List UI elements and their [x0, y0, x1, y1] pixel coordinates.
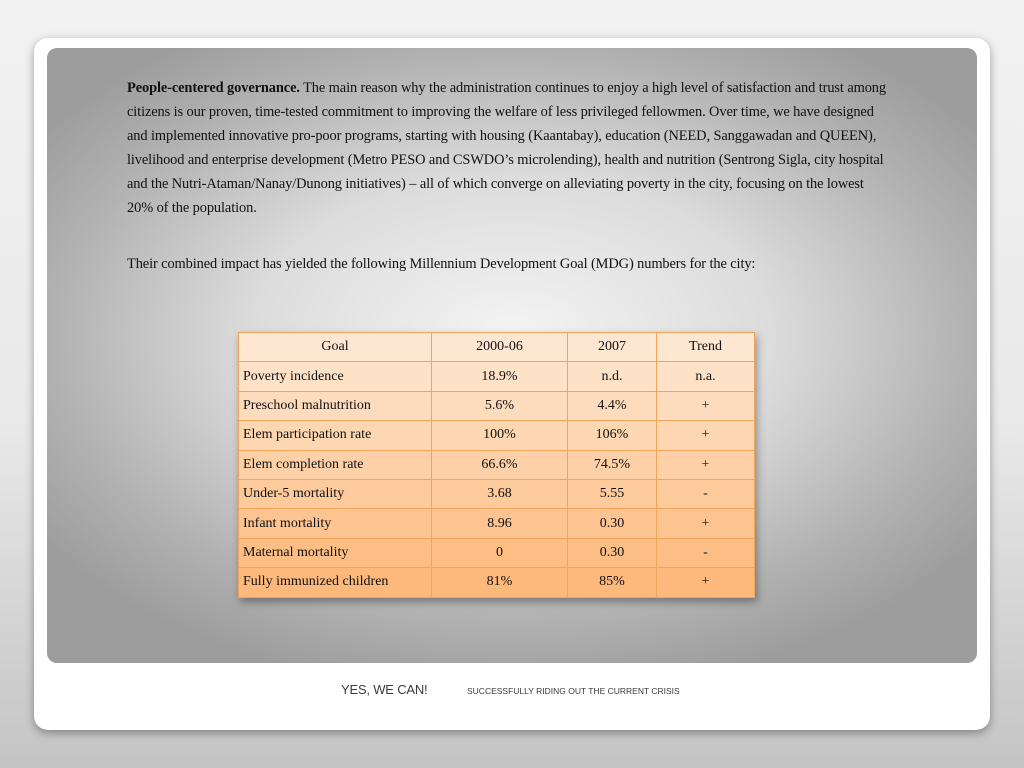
goal-cell: Elem completion rate — [239, 450, 432, 479]
value-2007-cell: 4.4% — [568, 391, 657, 420]
value-2000-06-cell: 18.9% — [432, 362, 568, 391]
trend-cell: n.a. — [657, 362, 755, 391]
header-goal: Goal — [239, 333, 432, 362]
value-2007-cell: 5.55 — [568, 479, 657, 508]
goal-cell: Infant mortality — [239, 509, 432, 538]
trend-cell: + — [657, 509, 755, 538]
table-row — [239, 450, 755, 479]
table-row — [239, 568, 755, 597]
goal-cell: Preschool malnutrition — [239, 391, 432, 420]
value-2000-06-cell: 5.6% — [432, 391, 568, 420]
goal-cell: Poverty incidence — [239, 362, 432, 391]
value-2000-06-cell: 66.6% — [432, 450, 568, 479]
value-2000-06-cell: 81% — [432, 568, 568, 597]
table-row — [239, 362, 755, 391]
header-2007: 2007 — [568, 333, 657, 362]
trend-cell: - — [657, 479, 755, 508]
value-2000-06-cell: 3.68 — [432, 479, 568, 508]
content-panel — [47, 48, 977, 663]
goal-cell: Under-5 mortality — [239, 479, 432, 508]
mdg-table — [238, 332, 755, 598]
table-header-row — [239, 333, 755, 362]
intro-lead: People-centered governance. — [127, 80, 300, 96]
impact-paragraph: Their combined impact has yielded the following Millennium Development Goal (MDG) numbers for the city: — [127, 256, 756, 272]
trend-cell: + — [657, 450, 755, 479]
value-2000-06-cell: 100% — [432, 421, 568, 450]
table-row — [239, 538, 755, 567]
trend-cell: + — [657, 421, 755, 450]
footer-subtitle: SUCCESSFULLY RIDING OUT THE CURRENT CRISIS — [467, 686, 680, 696]
value-2007-cell: 74.5% — [568, 450, 657, 479]
value-2007-cell: 0.30 — [568, 538, 657, 567]
value-2007-cell: n.d. — [568, 362, 657, 391]
table-row — [239, 509, 755, 538]
header-2000-06: 2000-06 — [432, 333, 568, 362]
table-row — [239, 391, 755, 420]
table-row — [239, 421, 755, 450]
intro-text: The main reason why the administration continues to enjoy a high level of satisfaction and trust among citizens is our proven, time-tested commitment to improving the welfare of less privileged fellowmen. Over time, we have designed and implemented innovative pro-poor programs, starting with housing (Kaantabay), education (NEED, Sanggawadan and QUEEN), livelihood and enterprise development (Metro PESO and CSWDO’s microlending), health and nutrition (Sentrong Sigla, city hospital and the Nutri-Ataman/Nanay/Dunong initiatives) – all of which converge on alleviating poverty in the city, focusing on the lowest 20% of the population. — [127, 80, 886, 216]
table-row — [239, 479, 755, 508]
intro-paragraph — [127, 76, 887, 220]
goal-cell: Maternal mortality — [239, 538, 432, 567]
header-trend: Trend — [657, 333, 755, 362]
goal-cell: Elem participation rate — [239, 421, 432, 450]
footer-title: YES, WE CAN! — [341, 682, 428, 697]
value-2007-cell: 85% — [568, 568, 657, 597]
value-2007-cell: 106% — [568, 421, 657, 450]
goal-cell: Fully immunized children — [239, 568, 432, 597]
trend-cell: + — [657, 568, 755, 597]
value-2007-cell: 0.30 — [568, 509, 657, 538]
value-2000-06-cell: 0 — [432, 538, 568, 567]
value-2000-06-cell: 8.96 — [432, 509, 568, 538]
trend-cell: - — [657, 538, 755, 567]
trend-cell: + — [657, 391, 755, 420]
